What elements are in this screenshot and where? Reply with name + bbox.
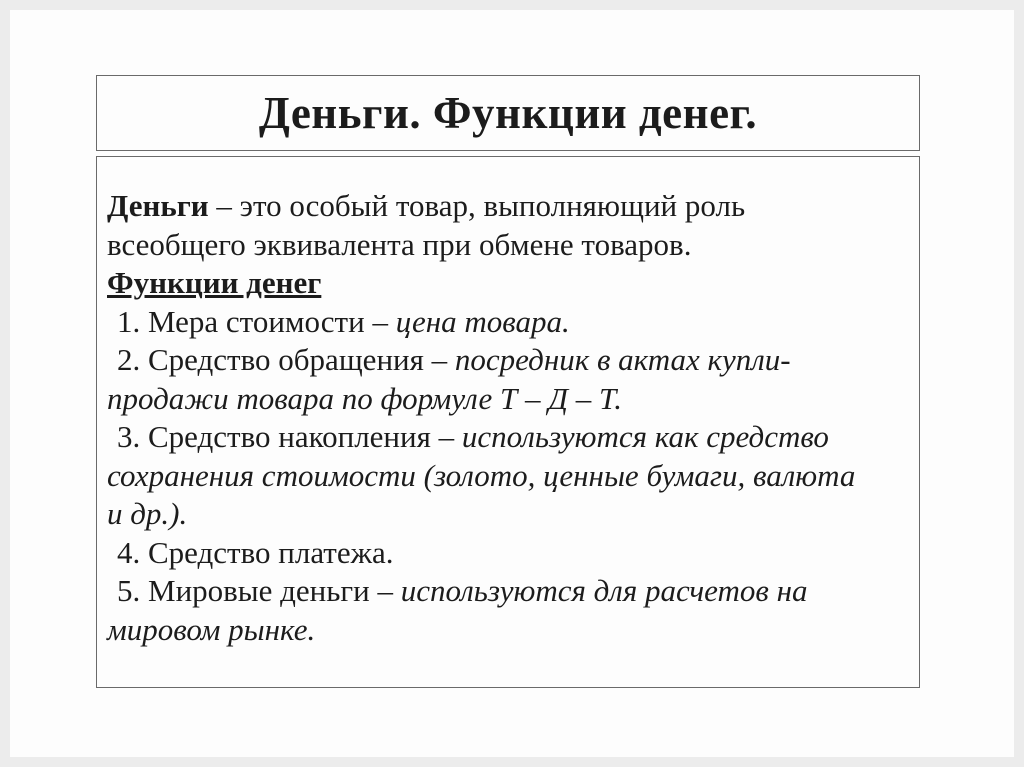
function-name: Средство обращения	[148, 342, 424, 377]
function-number: 2.	[117, 342, 141, 377]
function-dash: –	[364, 303, 396, 339]
function-desc-continued: и др.).	[107, 496, 188, 531]
function-dash: –	[430, 419, 462, 454]
function-number: 5.	[117, 573, 141, 608]
function-desc: цена товара.	[395, 303, 570, 339]
definition-text: – это особый товар, выполняющий роль	[208, 188, 746, 223]
function-desc: посредник в актах купли-	[454, 342, 791, 377]
function-desc-continued: сохранения стоимости (золото, ценные бумаги, валюта	[107, 457, 856, 493]
functions-heading: Функции денег	[107, 265, 322, 300]
definition-line-1	[107, 187, 909, 226]
function-number: 1.	[117, 303, 141, 339]
function-name: Средство накопления	[148, 419, 431, 454]
definition-line-2: всеобщего эквивалента при обмене товаров.	[107, 226, 692, 262]
slide-title: Деньги. Функции денег.	[258, 88, 758, 138]
function-desc: используются для расчетов на	[400, 573, 808, 608]
definition-term: Деньги	[107, 188, 209, 223]
function-item-5	[107, 572, 909, 611]
function-name: Мера стоимости	[148, 303, 365, 339]
function-item-4	[107, 534, 909, 573]
function-dash: –	[369, 573, 401, 608]
function-desc: используются как средство	[461, 419, 829, 454]
title-box	[96, 75, 920, 151]
function-number: 4.	[117, 534, 141, 570]
function-desc-continued: продажи товара по формуле Т – Д – Т.	[107, 380, 623, 416]
slide	[10, 10, 1014, 757]
function-item-2	[107, 341, 909, 380]
function-name: Мировые деньги	[148, 573, 370, 608]
function-number: 3.	[117, 419, 141, 454]
content-box	[96, 156, 920, 688]
function-dash: –	[423, 342, 455, 377]
function-name: Средство платежа.	[148, 534, 394, 570]
function-item-3	[107, 418, 909, 457]
function-item-1	[107, 303, 909, 342]
function-desc-continued: мировом рынке.	[107, 611, 316, 647]
